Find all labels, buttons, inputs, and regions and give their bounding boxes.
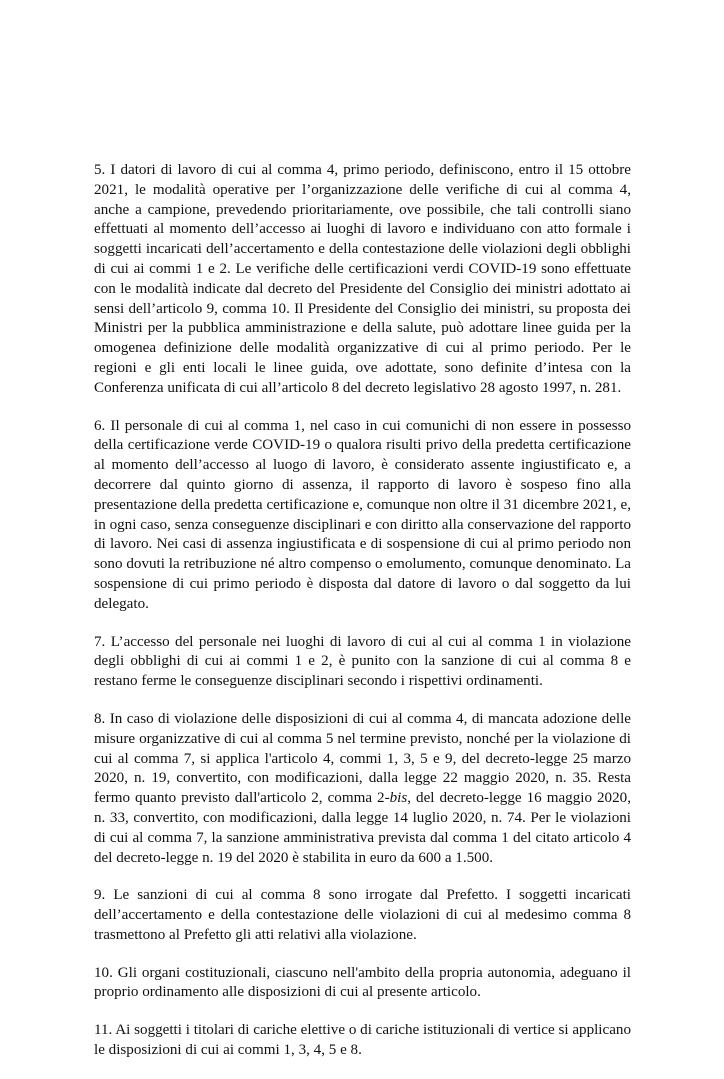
paragraph-8 xyxy=(94,710,631,868)
paragraph-6: 6. Il personale di cui al comma 1, nel caso in cui comunichi di non essere in possesso della certificazione verde COVID-19 o qualora risulti privo della predetta certificazione al momento dell’accesso al luogo di lavoro, è considerato assente ingiustificato e, a decorrere dal quinto giorno di assenza, il rapporto di lavoro è sospeso fino alla presentazione della predetta certificazione e, comunque non oltre il 31 dicembre 2021, e, in ogni caso, senza conseguenze disciplinari e con diritto alla conservazione del rapporto di lavoro. Nei casi di assenza ingiustificata e di sospensione di cui al primo periodo non sono dovuti la retribuzione né altro compenso o emolumento, comunque denominato. La sospensione di cui primo periodo è disposta dal datore di lavoro o dal soggetto da lui delegato. xyxy=(94,417,631,612)
paragraph-9: 9. Le sanzioni di cui al comma 8 sono irrogate dal Prefetto. I soggetti incaricati dell’accertamento e della contestazione delle violazioni di cui al medesimo comma 8 trasmettono al Prefetto gli atti relativi alla violazione. xyxy=(94,887,631,943)
paragraph-5: 5. I datori di lavoro di cui al comma 4, primo periodo, definiscono, entro il 15 ottobre 2021, le modalità operative per l’organizzazione delle verifiche di cui al comma 4, anche a campione, prevedendo prioritariamente, ove possibile, che tali controlli siano effettuati al momento dell’accesso ai luoghi di lavoro e individuano con atto formale i soggetti incaricati dell’accertamento e della contestazione delle violazioni degli obblighi di cui ai commi 1 e 2. Le verifiche delle certificazioni verdi COVID-19 sono effettuate con le modalità indicate dal decreto del Presidente del Consiglio dei ministri adottato ai sensi dell’articolo 9, comma 10. Il Presidente del Consiglio dei ministri, su proposta dei Ministri per la pubblica amministrazione e della salute, può adottare linee guida per la omogenea definizione delle modalità organizzative di cui al primo periodo. Per le regioni e gli enti locali le linee guida, ove adottate, sono definite d’intesa con la Conferenza unificata di cui all’articolo 8 del decreto legislativo 28 agosto 1997, n. 281. xyxy=(94,162,631,396)
paragraph-8-part-3: convertito, con modificazioni, dalla legge 14 luglio 2020, n. 74. Per le violazioni di cui al comma 7, la sanzione amministrativa prevista dal comma 1 del citato articolo 4 del decreto-legge n. 19 del 2020 è stabilita in euro da 600 a 1.500. xyxy=(94,809,631,866)
paragraph-11: 11. Ai soggetti i titolari di cariche elettive o di cariche istituzionali di vertice si applicano le disposizioni di cui ai commi 1, 3, 4, 5 e 8. xyxy=(94,1022,631,1059)
paragraph-8-italic-comma: , xyxy=(125,809,129,826)
paragraph-7: 7. L’accesso del personale nei luoghi di lavoro di cui al cui al comma 1 in violazione degli obblighi di cui ai commi 1 e 2, è punito con la sanzione di cui al comma 8 e restano ferme le conseguenze disciplinari secondo i rispettivi ordinamenti. xyxy=(94,633,631,690)
paragraph-8-italic-bis: bis xyxy=(389,790,408,807)
paragraph-10: 10. Gli organi costituzionali, ciascuno nell'ambito della propria autonomia, adeguano il proprio ordinamento alle disposizioni di cui al presente articolo. xyxy=(94,964,631,1001)
document-body xyxy=(94,161,631,1079)
paragraph-8-part-1: 8. In caso di violazione delle disposizioni di cui al comma 4, di mancata adozione delle misure organizzative di cui al comma 5 nel termine previsto, nonché per la violazione di cui al comma 7, si applica l'articolo 4, commi 1, 3, 5 e 9, del decreto-legge 25 marzo 2020, n. 19, convertito, con modificazioni, dalla legge 22 maggio 2020, n. 35. Resta fermo quanto previsto dall'articolo 2, comma 2- xyxy=(94,710,631,807)
paragraph-8-part-2: , del decreto-legge 16 maggio 2020, n. 33 xyxy=(94,790,631,826)
